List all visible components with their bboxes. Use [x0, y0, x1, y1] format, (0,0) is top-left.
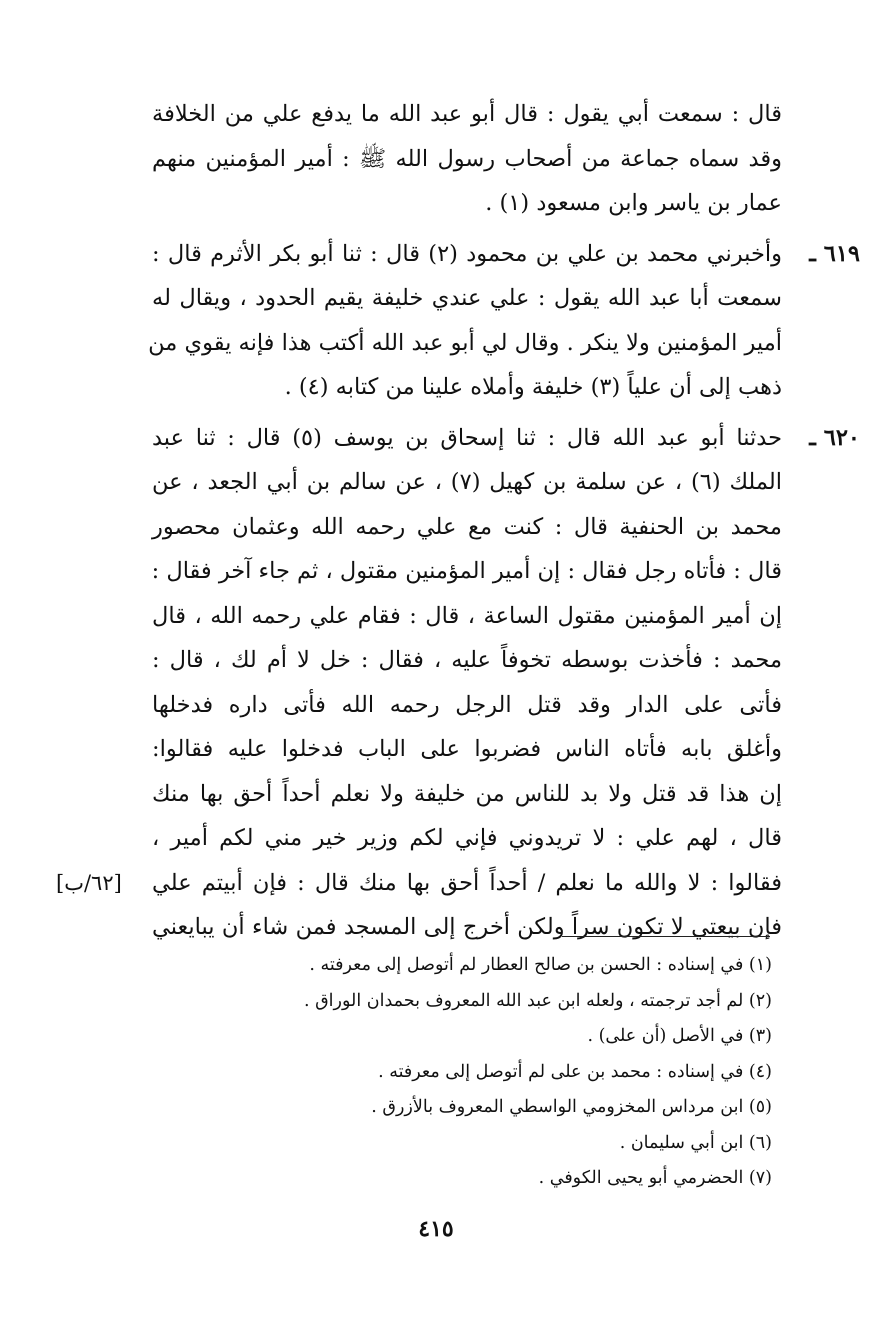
text-line: فأتى على الدار وقد قتل الرجل رحمه الله فأتى داره فدخلها: [152, 691, 782, 718]
footnote-3: (٣) في الأصل (أن على) .: [587, 1026, 772, 1046]
footnote-5: (٥) ابن مرداس المخزومي الواسطي المعروف بالأزرق .: [371, 1097, 772, 1117]
text-line-content: حدثنا أبو عبد الله قال : ثنا إسحاق بن يوسف (٥) قال : ثنا عبد: [152, 424, 783, 451]
footnote-6: (٦) ابن أبي سليمان .: [619, 1132, 772, 1153]
footnote-7: (٧) الحضرمي أبو يحيى الكوفي .: [538, 1168, 772, 1188]
text-line: [152, 416, 860, 461]
text-line: إن هذا قد قتل ولا بد للناس من خليفة ولا نعلم أحداً أحق بها منك: [152, 780, 782, 807]
footnote-divider: [562, 936, 770, 937]
manuscript-folio-note: [٦٢/ب]: [56, 870, 122, 895]
text-line: قال : فأتاه رجل فقال : إن أمير المؤمنين مقتول ، ثم جاء آخر فقال :: [151, 558, 782, 584]
paragraph-continuation: [152, 92, 782, 226]
footnotes: [132, 948, 772, 1197]
text-line: سمعت أبا عبد الله يقول : علي عندي خليفة يقيم الحدود ، ويقال له: [152, 285, 782, 311]
text-line: وأغلق بابه فأتاه الناس فضربوا على الباب فدخلوا عليه فقالوا:: [152, 736, 782, 762]
text-line: عمار بن ياسر وابن مسعود (١) .: [485, 190, 782, 216]
text-line: إن أمير المؤمنين مقتول الساعة ، قال : فقام علي رحمه الله ، قال: [152, 602, 782, 629]
text-line-content: وأخبرني محمد بن علي بن محمود (٢) قال : ثنا أبو بكر الأثرم قال :: [152, 240, 782, 267]
paragraph-619: [148, 232, 860, 410]
main-text: [56, 92, 860, 956]
entry-number: ٦٢٠ ـ: [809, 424, 860, 451]
text-line: [56, 861, 782, 906]
footnote-1: (١) في إسناده : الحسن بن صالح العطار لم أتوصل إلى معرفته .: [309, 955, 772, 975]
footnote-2: (٢) لم أجد ترجمته ، ولعله ابن عبد الله المعروف بحمدان الوراق .: [303, 990, 772, 1011]
text-line: قال : سمعت أبي يقول : قال أبو عبد الله ما يدفع علي من الخلافة: [152, 101, 782, 127]
text-line: أمير المؤمنين ولا ينكر . وقال لي أبو عبد الله أكتب هذا فإنه يقوي من: [148, 329, 782, 356]
text-line: [152, 232, 860, 277]
text-line: محمد : فأخذت بوسطه تخوفاً عليه ، فقال : خل لا أم لك ، قال :: [152, 647, 782, 673]
text-line: الملك (٦) ، عن سلمة بن كهيل (٧) ، عن سالم بن أبي الجعد ، عن: [152, 469, 782, 495]
text-line: قال ، لهم علي : لا تريدوني فإني لكم وزير خير مني لكم أمير ،: [152, 825, 782, 851]
text-line: ذهب إلى أن علياً (٣) خليفة وأملاه علينا من كتابه (٤) .: [284, 374, 782, 400]
entry-number: ٦١٩ ـ: [809, 240, 860, 267]
paragraph-620: [56, 416, 860, 950]
text-line-content: فقالوا : لا والله ما نعلم / أحداً أحق بها منك قال : فإن أبيتم علي: [152, 869, 782, 896]
text-line: فإن بيعتي لا تكون سراً ولكن أخرج إلى المسجد فمن شاء أن يبايعني: [152, 914, 782, 940]
footnote-4: (٤) في إسناده : محمد بن على لم أتوصل إلى معرفته .: [378, 1061, 772, 1082]
text-line: وقد سماه جماعة من أصحاب رسول الله ﷺ : أمير المؤمنين منهم: [152, 145, 782, 172]
page-number: ٤١٥: [418, 1216, 454, 1242]
text-line: محمد بن الحنفية قال : كنت مع علي رحمه الله وعثمان محصور: [152, 513, 782, 540]
